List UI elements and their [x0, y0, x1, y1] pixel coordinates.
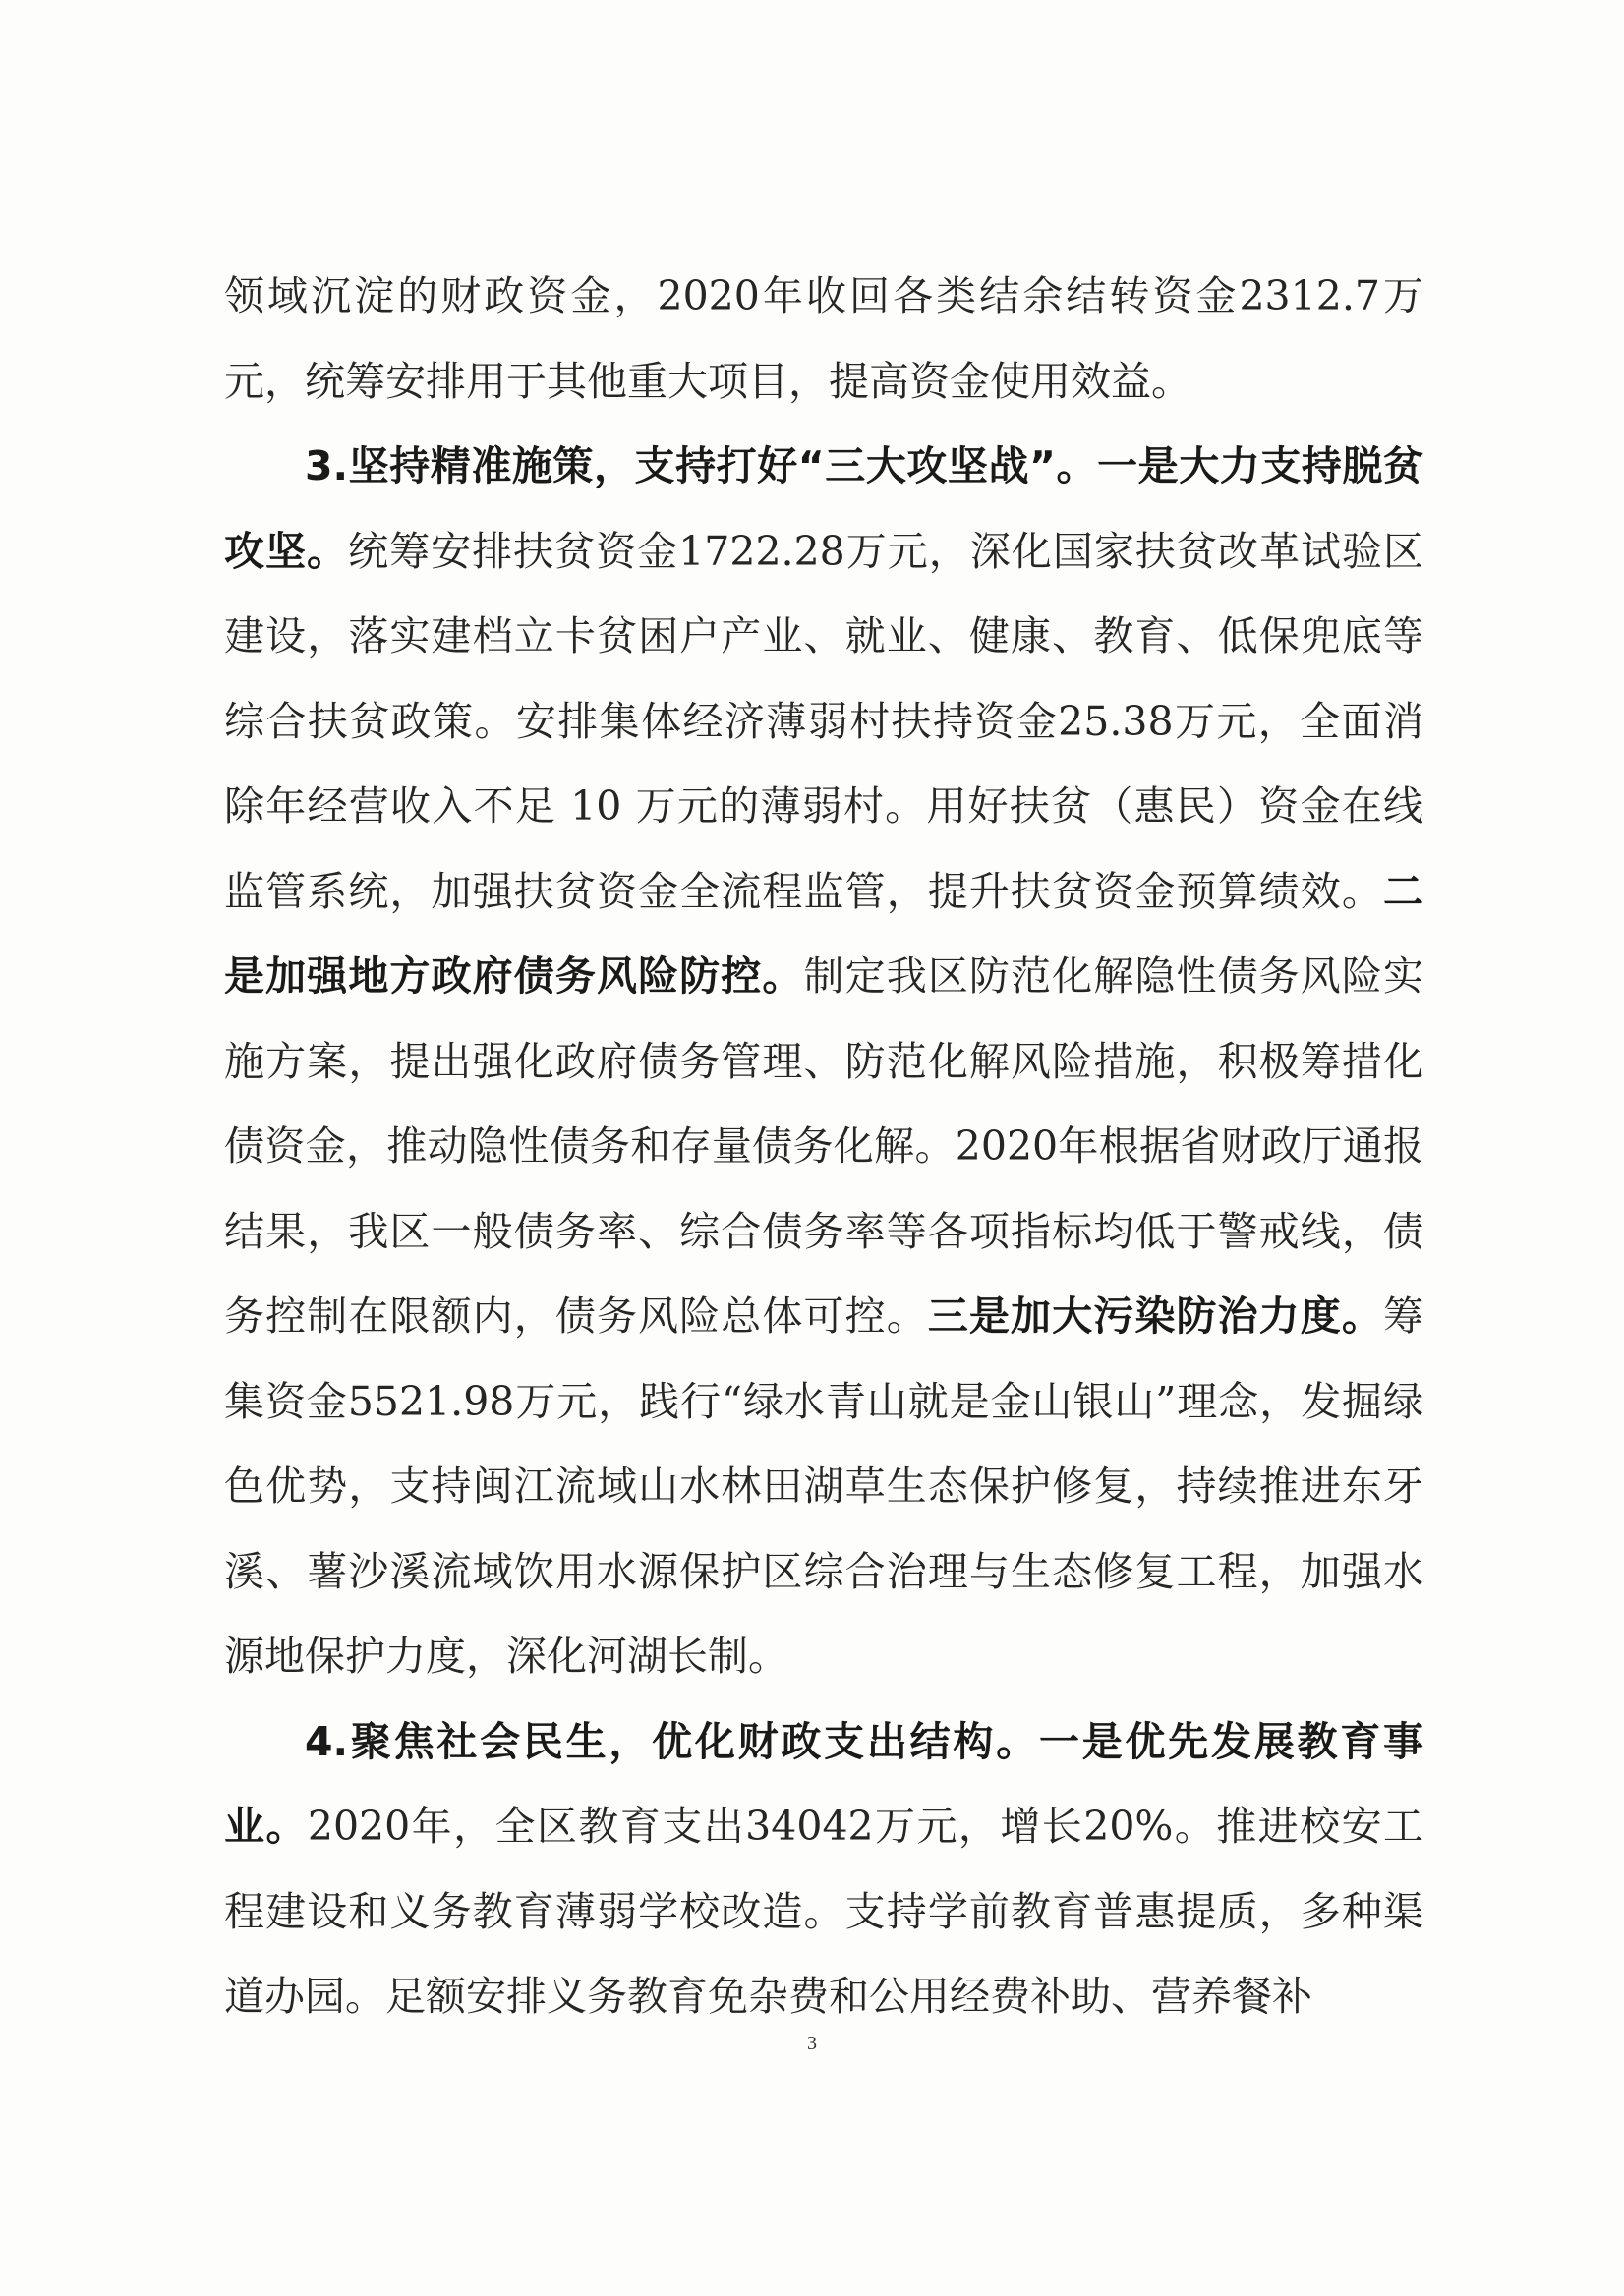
paragraph-2 [224, 424, 1423, 1699]
debt-risk-text: 制定我区防范化解隐性债务风险实施方案，提出强化政府债务管理、防范化解风险措施，积极筹措化债资金，推动隐性债务和存量债务化解。2020年根据省财政厅通报结果，我区一般债务率、综合债务率等各项指标均低于警戒线，债务控制在限额内，债务风险总体可控。 [224, 952, 1423, 1340]
page-number: 3 [807, 2033, 817, 2054]
education-text: 2020年，全区教育支出34042万元，增长20%。推进校安工程建设和义务教育薄弱学校改造。支持学前教育普惠提质，多种渠道办园。足额安排义务教育免杂费和公用经费补助、营养餐补 [224, 1803, 1424, 2020]
pollution-control-text: 筹集资金5521.98万元，践行“绿水青山就是金山银山”理念，发掘绿色优势，支持闽江流域山水林田湖草生态保护修复，持续推进东牙溪、薯沙溪流域饮用水源保护区综合治理与生态修复工程，加强水源地保护力度，深化河湖长制。 [224, 1292, 1424, 1680]
section-3-heading: 3.坚持精准施策，支持打好“三大攻坚战”。一是大力支持脱贫攻坚。 [224, 442, 1423, 575]
pollution-control-heading: 三是加大污染防治力度。 [927, 1292, 1384, 1340]
debt-risk-heading: 二是加强地方政府债务风险防控。 [224, 867, 1423, 1000]
paragraph-1-text: 领域沉淀的财政资金，2020年收回各类结余结转资金2312.7万元，统筹安排用于其他重大项目，提高资金使用效益。 [224, 272, 1423, 405]
paragraph-3 [224, 1699, 1423, 2039]
paragraph-1 [224, 254, 1423, 424]
poverty-alleviation-text: 统筹安排扶贫资金1722.28万元，深化国家扶贫改革试验区建设，落实建档立卡贫困户产业、就业、健康、教育、低保兜底等综合扶贫政策。安排集体经济薄弱村扶持资金25.38万元，全面消除年经营收入不足 10 万元的薄弱村。用好扶贫（惠民）资金在线监管系统，加强扶贫资金全流程监管，提升扶贫资金预算绩效。 [224, 527, 1424, 915]
body-text [224, 254, 1423, 2039]
section-4-heading: 4.聚焦社会民生，优化财政支出结构。一是优先发展教育事业。 [224, 1717, 1423, 1850]
